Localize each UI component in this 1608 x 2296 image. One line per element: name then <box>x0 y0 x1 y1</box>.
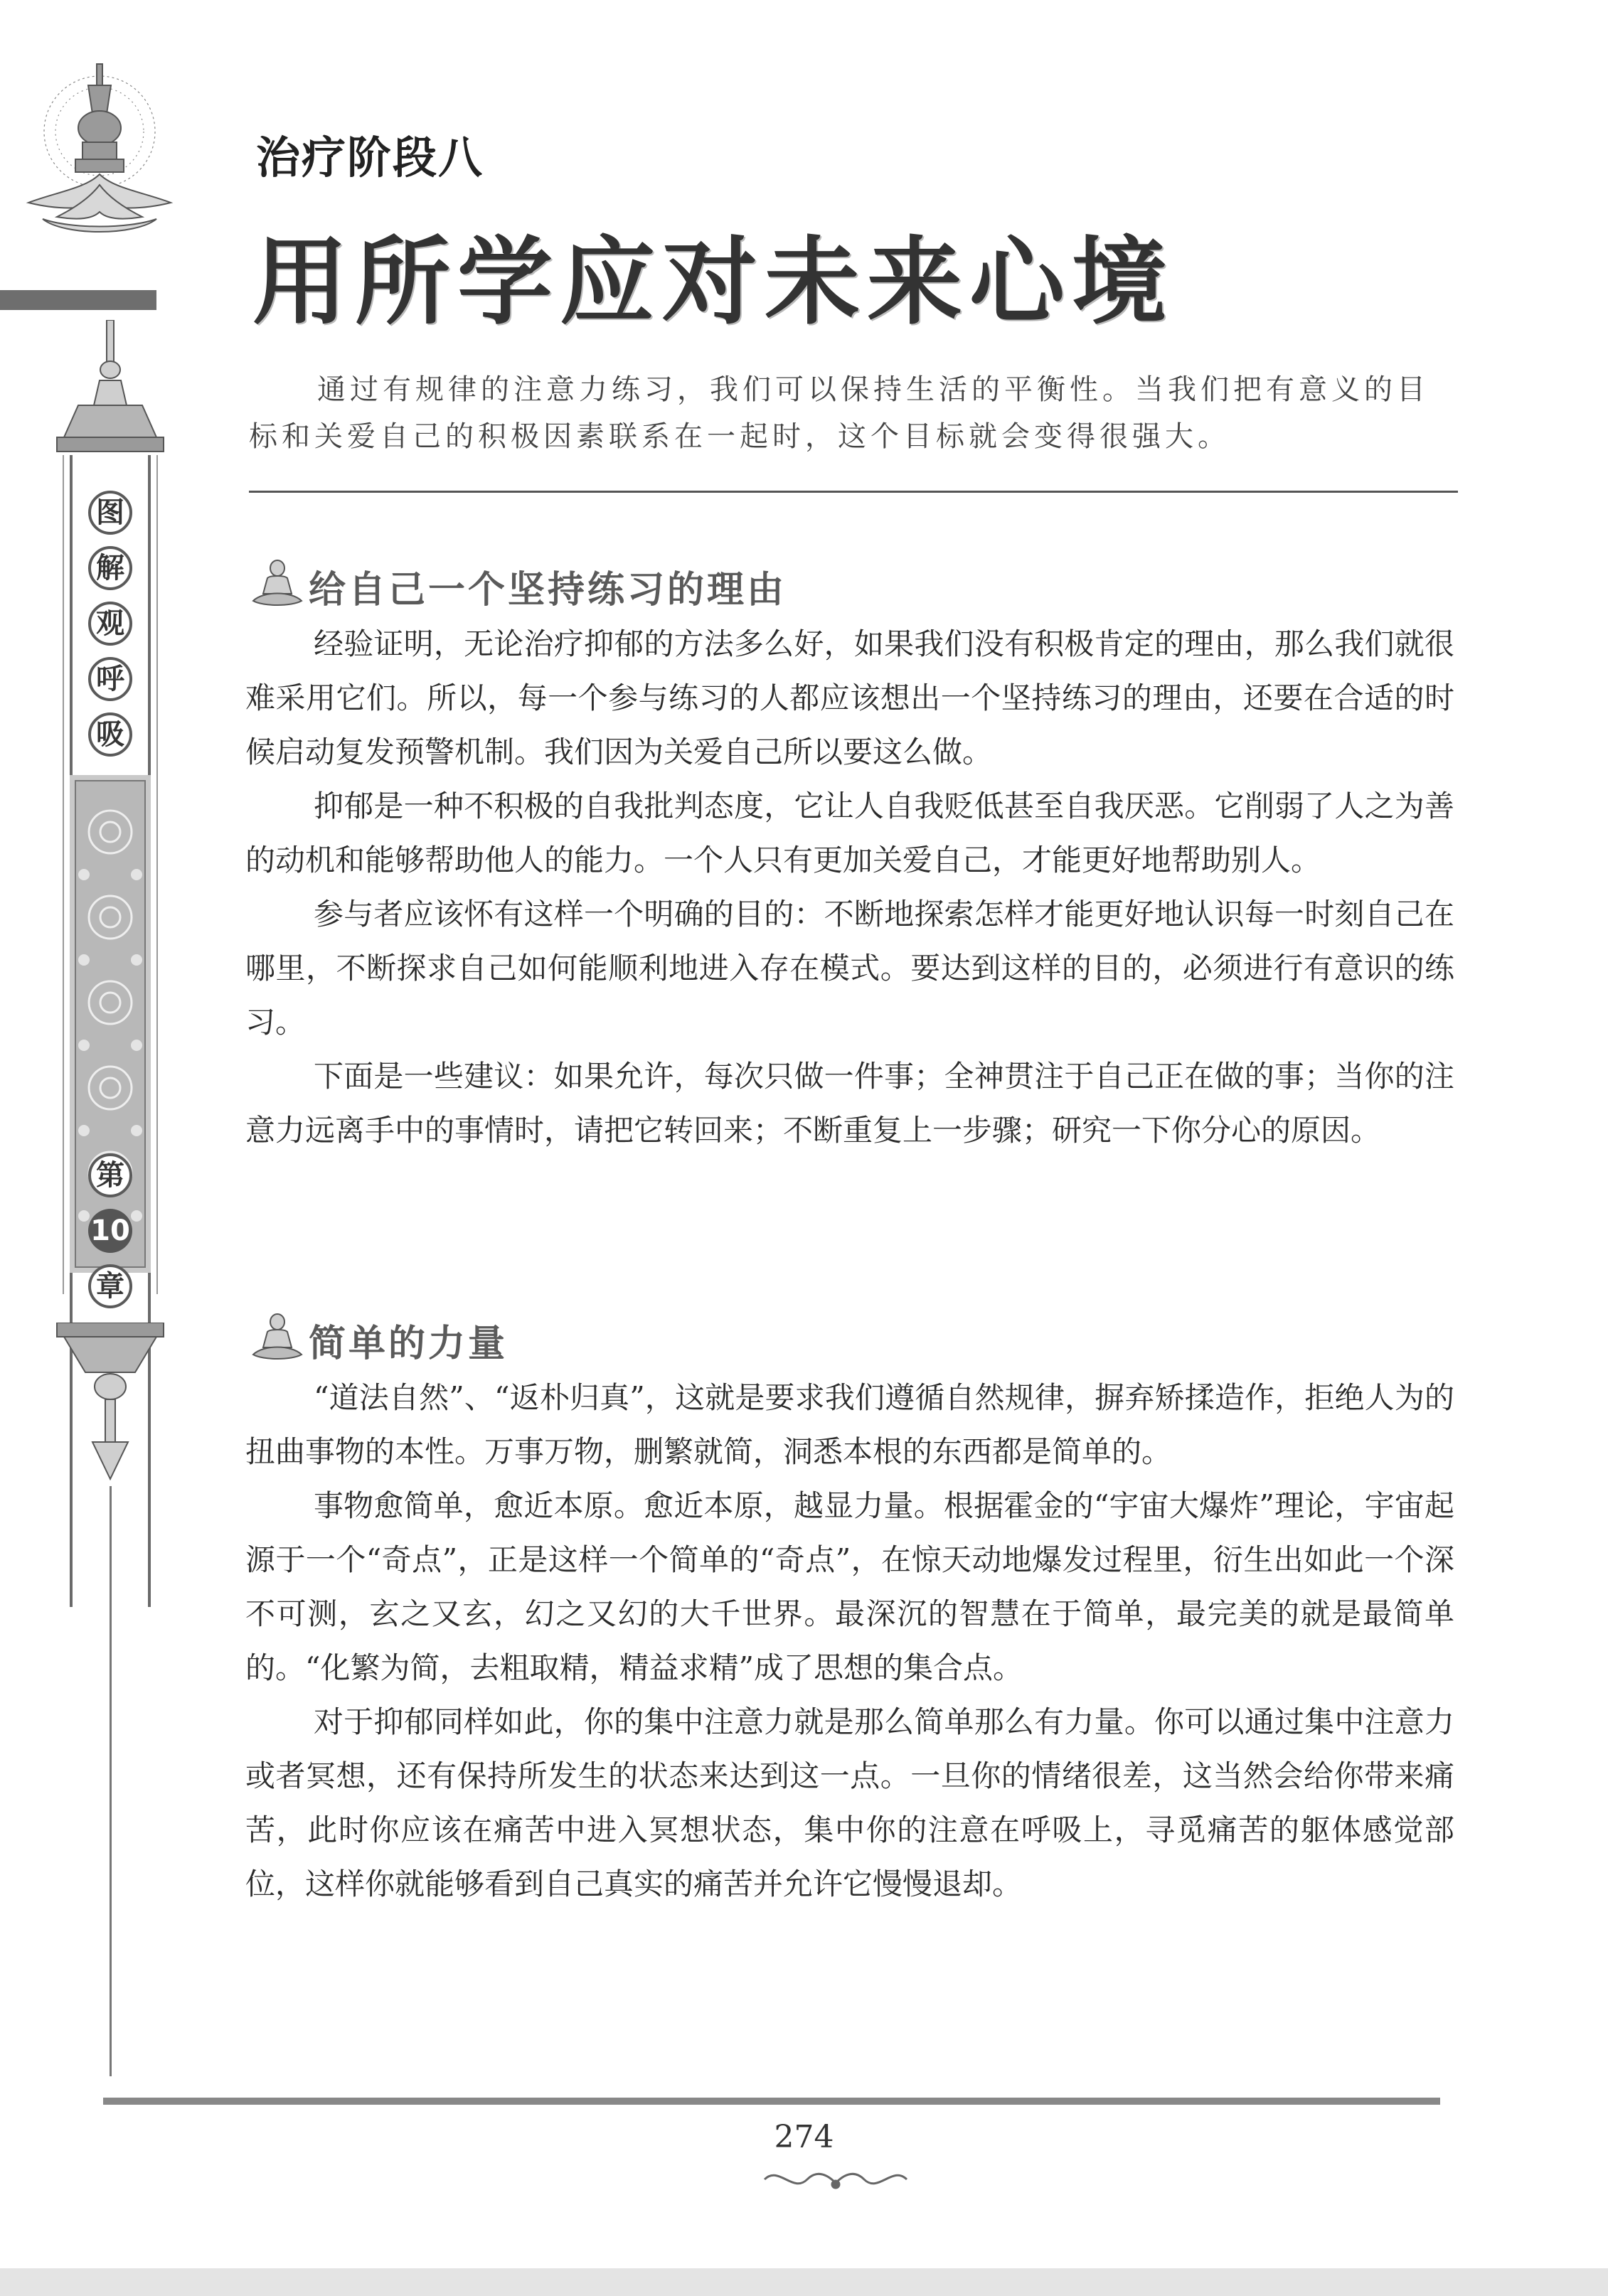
body-paragraph: 参与者应该怀有这样一个明确的目的：不断地探索怎样才能更好地认识每一时刻自己在哪里，不断探求自己如何能顺利地进入存在模式。要达到这样的目的，必须进行有意识的练习。 <box>245 897 1454 1040</box>
sidebar-title-char: 呼 <box>88 657 132 701</box>
intro-divider <box>249 491 1458 493</box>
page-bottom-shadow <box>0 2268 1608 2296</box>
sidebar-pillar <box>50 320 171 2083</box>
meditating-buddha-icon <box>249 558 303 608</box>
footer-swirl-ornament <box>757 2162 914 2197</box>
top-band <box>0 290 156 310</box>
body-paragraph: 下面是一些建议：如果允许，每次只做一件事；全神贯注于自己正在做的事；当你的注意力远离手中的事情时，请把它转回来；不断重复上一步骤；研究一下你分心的原因。 <box>245 1059 1454 1148</box>
intro-paragraph: 通过有规律的注意力练习，我们可以保持生活的平衡性。当我们把有意义的目标和关爱自己的积极因素联系在一起时，这个目标就会变得很强大。 <box>249 373 1429 453</box>
body-paragraph: 经验证明，无论治疗抑郁的方法多么好，如果我们没有积极肯定的理由，那么我们就很难采用它们。所以，每一个参与练习的人都应该想出一个坚持练习的理由，还要在合适的时候启动复发预警机制。我们因为关爱自己所以要这么做。 <box>245 626 1454 769</box>
stupa-lotus-ornament <box>14 50 178 263</box>
section-title: 给自己一个坚持练习的理由 <box>309 568 787 612</box>
section-title: 简单的力量 <box>309 1322 509 1365</box>
page-number: 274 <box>774 2119 834 2155</box>
body-paragraph: “道法自然”、“返朴归真”，这就是要求我们遵循自然规律，摒弃矫揉造作，拒绝人为的扭曲事物的本性。万事万物，删繁就简，洞悉本根的东西都是简单的。 <box>245 1380 1454 1469</box>
sidebar-title-char: 吸 <box>88 712 132 757</box>
floral-pattern-panel <box>70 775 151 1273</box>
pillar-top-ornament <box>50 320 171 476</box>
chapter-prefix: 第 <box>88 1153 132 1197</box>
footer-rule <box>103 2098 1440 2105</box>
section-body <box>245 1371 1454 1911</box>
chapter-suffix: 章 <box>88 1264 132 1308</box>
chapter-number: 10 <box>88 1209 132 1253</box>
phase-label: 治疗阶段八 <box>256 132 484 183</box>
chapter-title: 用所学应对未来心境 <box>252 225 1175 338</box>
meditating-buddha-icon <box>249 1312 303 1362</box>
sidebar-title-char: 观 <box>88 602 132 646</box>
body-paragraph: 对于抑郁同样如此，你的集中注意力就是那么简单那么有力量。你可以通过集中注意力或者冥想，还有保持所发生的状态来达到这一点。一旦你的情绪很差，这当然会给你带来痛苦，此时你应该在痛苦中进入冥想状态，集中你的注意在呼吸上，寻觅痛苦的躯体感觉部位，这样你就能够看到自己真实的痛苦并允许它慢慢退却。 <box>245 1704 1454 1901</box>
body-paragraph: 事物愈简单，愈近本原。愈近本原，越显力量。根据霍金的“宇宙大爆炸”理论，宇宙起源于一个“奇点”，正是这样一个简单的“奇点”，在惊天动地爆发过程里，衍生出如此一个深不可测，玄之又玄，幻之又幻的大千世界。最深沉的智慧在于简单，最完美的就是最简单的。“化繁为简，去粗取精，精益求精”成了思想的集合点。 <box>245 1488 1454 1685</box>
section-body <box>245 617 1454 1158</box>
sidebar-title-char: 图 <box>88 491 132 535</box>
sidebar-title-char: 解 <box>88 546 132 590</box>
body-paragraph: 抑郁是一种不积极的自我批判态度，它让人自我贬低甚至自我厌恶。它削弱了人之为善的动机和能够帮助他人的能力。一个人只有更加关爱自己，才能更好地帮助别人。 <box>245 789 1454 877</box>
